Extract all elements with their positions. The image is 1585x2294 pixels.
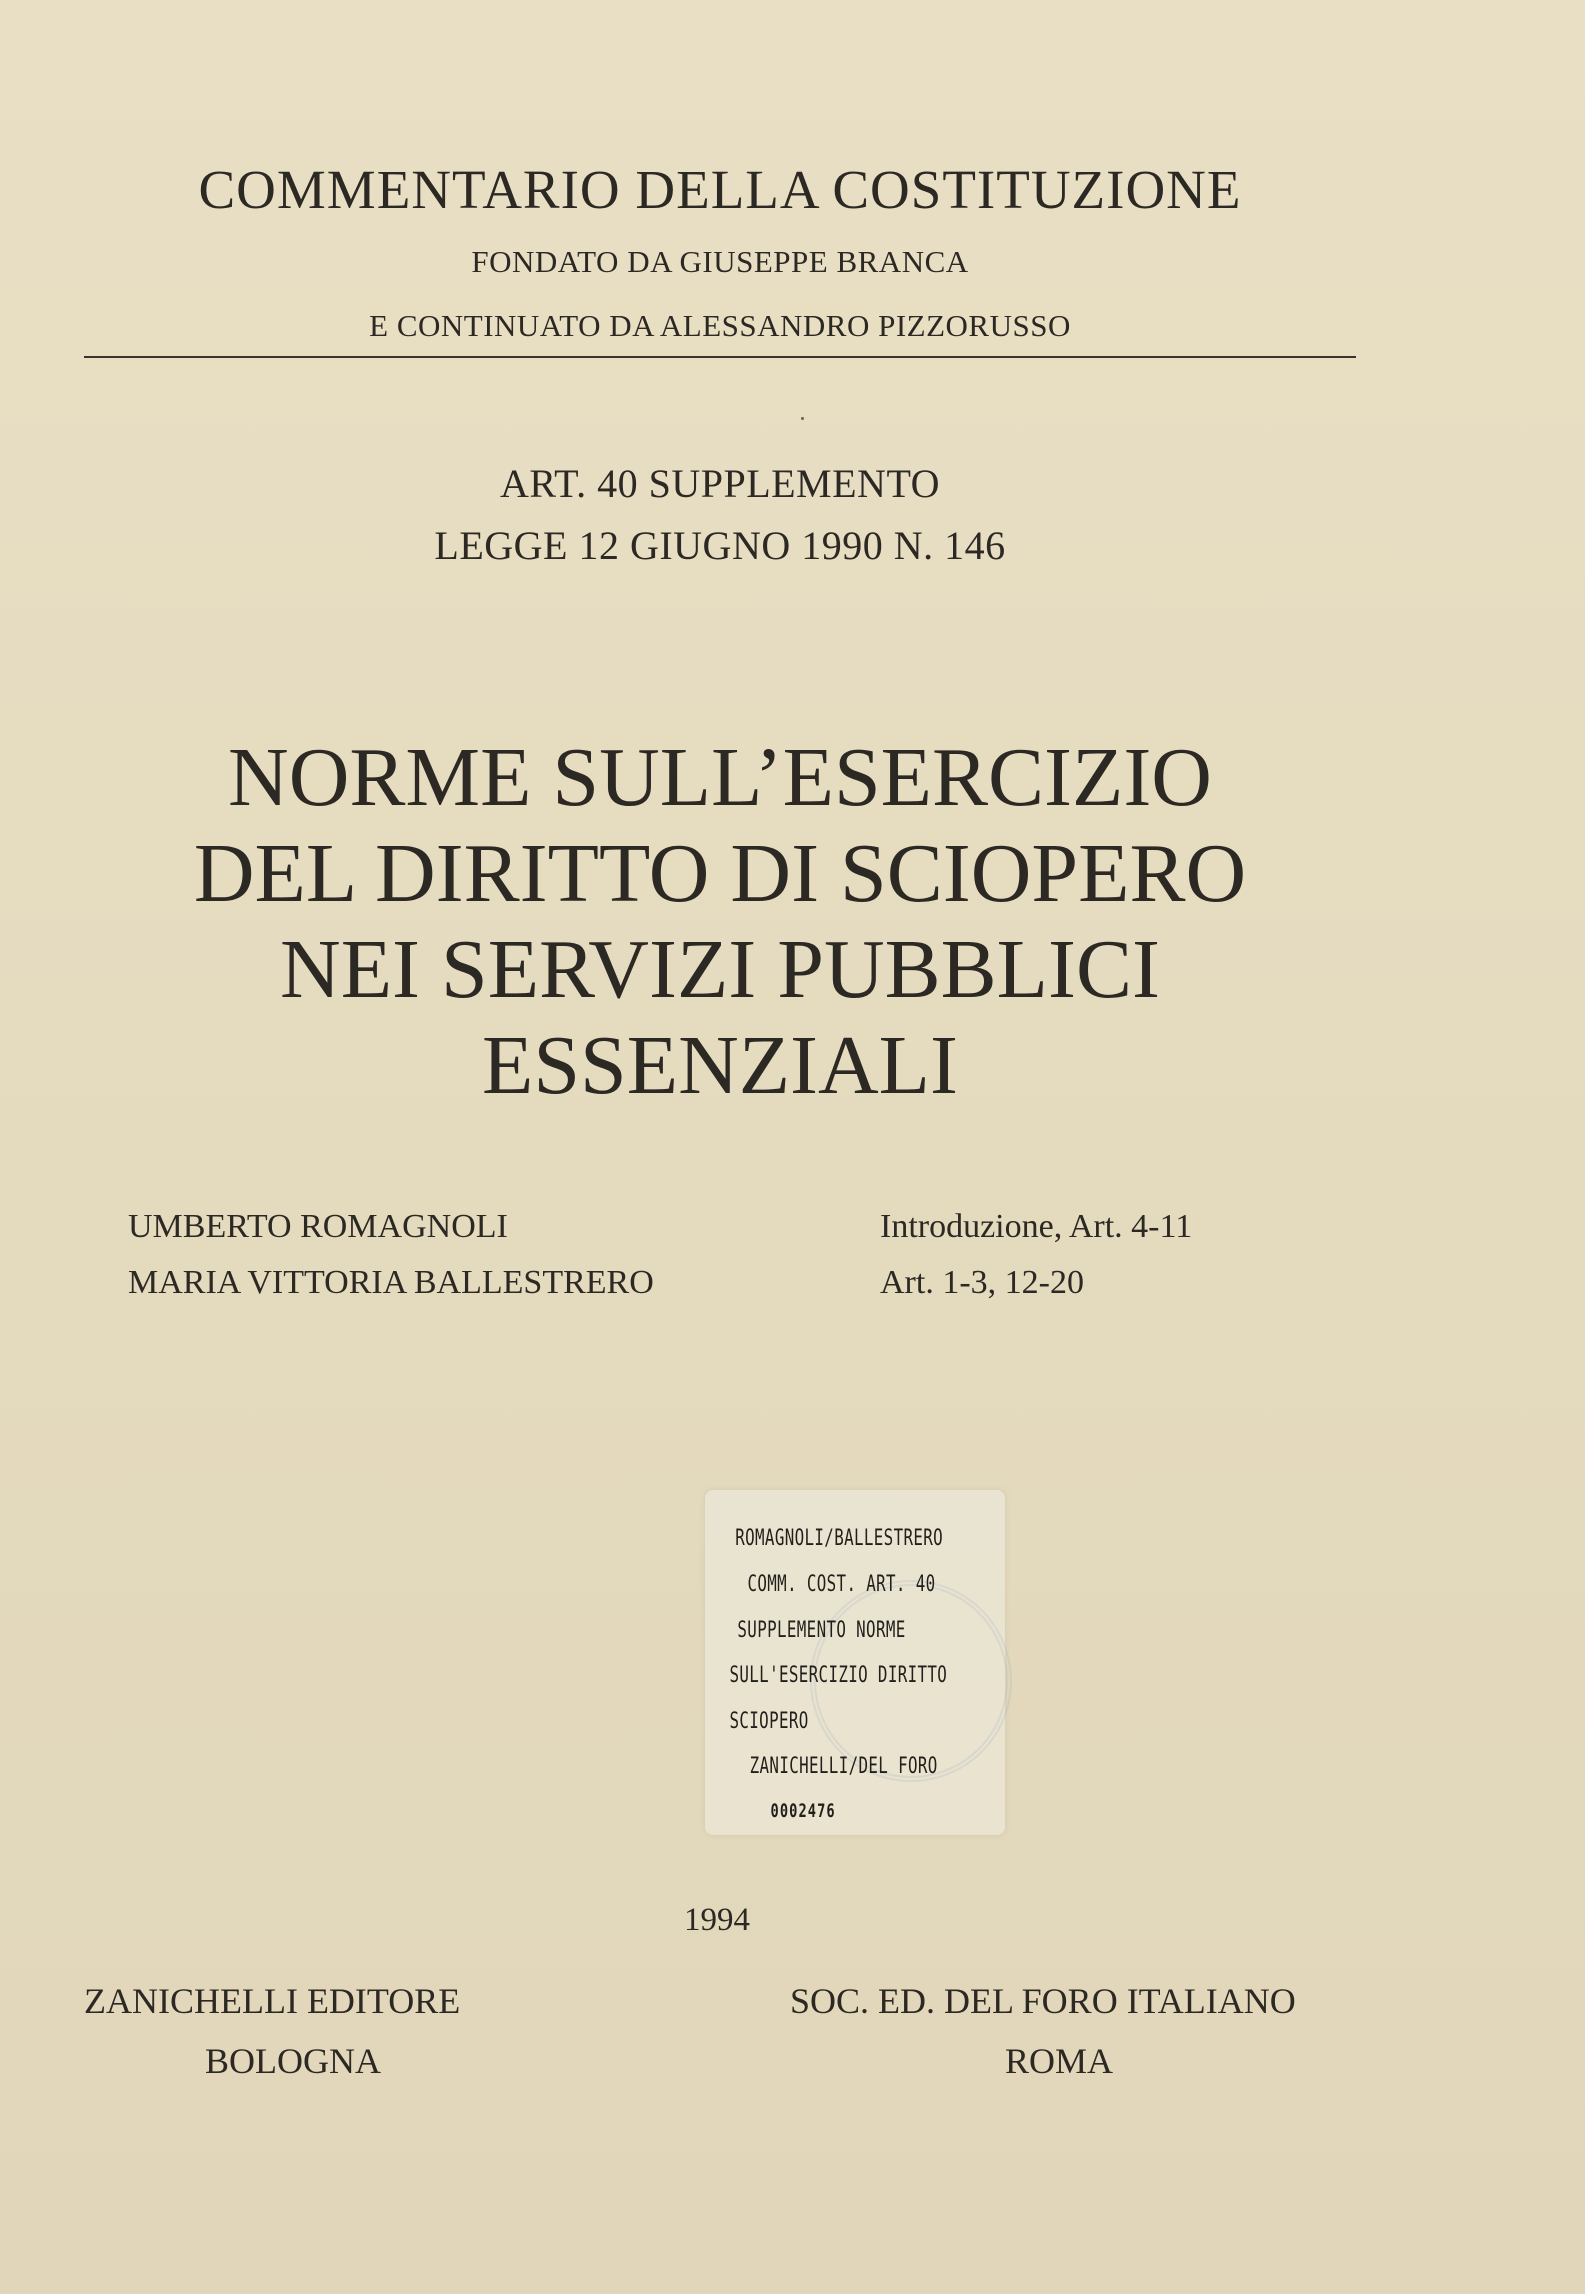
ink-dot — [801, 417, 804, 420]
author-name: MARIA VITTORIA BALLESTRERO — [128, 1264, 654, 1301]
stamp-line: SUPPLEMENTO NORME — [737, 1618, 906, 1643]
stamp-line: COMM. COST. ART. 40 — [747, 1572, 936, 1597]
publisher-city: ROMA — [1005, 2041, 1114, 2081]
publisher-name: ZANICHELLI EDITORE — [84, 1981, 461, 2021]
book-title-line: NEI SERVIZI PUBBLICI — [280, 923, 1160, 1016]
series-founder: FONDATO DA GIUSEPPE BRANCA — [471, 244, 969, 279]
book-title-line: ESSENZIALI — [482, 1019, 958, 1112]
book-title-line: DEL DIRITTO DI SCIOPERO — [193, 827, 1247, 920]
book-title — [0, 730, 1440, 1114]
book-title-line: NORME SULL’ESERCIZIO — [228, 731, 1212, 824]
header-divider — [84, 356, 1356, 358]
author-name: UMBERTO ROMAGNOLI — [128, 1208, 508, 1245]
stamp-line: ROMAGNOLI/BALLESTRERO — [735, 1526, 944, 1551]
article-reference: ART. 40 SUPPLEMENTO — [499, 461, 941, 506]
series-title: COMMENTARIO DELLA COSTITUZIONE — [198, 159, 1242, 220]
library-stamp — [705, 1490, 1005, 1835]
publisher-city: BOLOGNA — [205, 2041, 381, 2081]
publisher-name: SOC. ED. DEL FORO ITALIANO — [790, 1981, 1296, 2021]
publication-year: 1994 — [684, 1902, 750, 1938]
stamp-line: SULL'ESERCIZIO DIRITTO — [729, 1663, 948, 1688]
author-contribution: Introduzione, Art. 4-11 — [880, 1208, 1193, 1245]
series-continuator: E CONTINUATO DA ALESSANDRO PIZZORUSSO — [369, 308, 1071, 343]
stamp-line: ZANICHELLI/DEL FORO — [749, 1754, 938, 1779]
stamp-line: SCIOPERO — [729, 1709, 809, 1734]
law-reference: LEGGE 12 GIUGNO 1990 N. 146 — [434, 523, 1006, 568]
author-contribution: Art. 1-3, 12-20 — [880, 1264, 1084, 1301]
stamp-inventory-code: 0002476 — [770, 1800, 836, 1822]
